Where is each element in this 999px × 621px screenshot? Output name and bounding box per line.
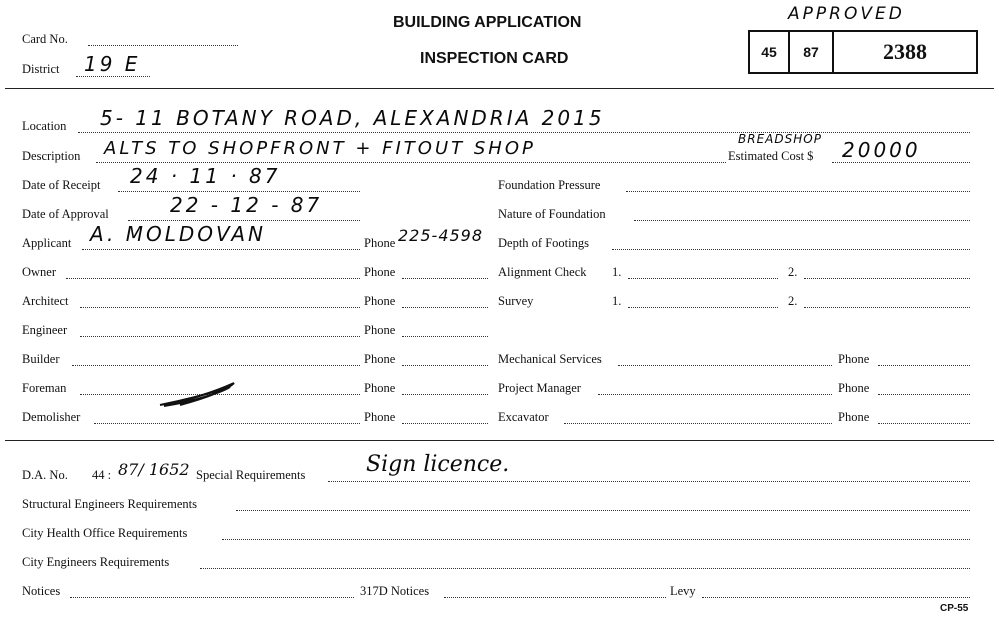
city-engineers-line	[200, 568, 970, 569]
demolisher-phone-line	[402, 423, 488, 424]
location-value: 5- 11 BOTANY ROAD, ALEXANDRIA 2015	[100, 106, 605, 130]
applicant-label: Applicant	[22, 236, 72, 250]
nature-foundation-label: Nature of Foundation	[498, 207, 606, 221]
form-title: BUILDING APPLICATION	[393, 14, 582, 31]
excavator-line	[564, 423, 832, 424]
health-line	[222, 539, 970, 540]
foreman-label: Foreman	[22, 381, 67, 395]
form-subtitle: INSPECTION CARD	[420, 50, 569, 67]
district-label: District	[22, 62, 60, 76]
da-no-label: D.A. No.	[22, 468, 68, 482]
date-approval-value: 22 - 12 - 87	[170, 193, 323, 217]
approved-stamp: APPROVED	[788, 4, 905, 24]
notices-label: Notices	[22, 584, 61, 598]
mechanical-line	[618, 365, 832, 366]
date-receipt-line	[118, 191, 360, 192]
estimated-cost-label: Estimated Cost $	[728, 149, 814, 163]
notices-317d-line	[444, 597, 666, 598]
da-prefix: 44 :	[92, 468, 112, 482]
location-label: Location	[22, 119, 67, 133]
project-manager-phone-label: Phone	[838, 381, 870, 395]
nature-foundation-line	[634, 220, 970, 221]
demolisher-line	[94, 423, 360, 424]
depth-footings-line	[612, 249, 970, 250]
description-note: BREADSHOP	[738, 132, 822, 146]
survey-num-2: 2.	[788, 294, 798, 308]
location-line	[78, 132, 970, 133]
middle-divider	[5, 440, 994, 441]
owner-phone-line	[402, 278, 488, 279]
notices-317d-label: 317D Notices	[360, 584, 430, 598]
health-label: City Health Office Requirements	[22, 526, 188, 540]
project-manager-phone-line	[878, 394, 970, 395]
description-label: Description	[22, 149, 81, 163]
survey-label: Survey	[498, 294, 534, 308]
structural-label: Structural Engineers Requirements	[22, 497, 197, 511]
notices-line	[70, 597, 354, 598]
date-approval-line	[128, 220, 360, 221]
mechanical-phone-line	[878, 365, 970, 366]
architect-line	[80, 307, 360, 308]
engineer-line	[80, 336, 360, 337]
architect-phone-line	[402, 307, 488, 308]
alignment-num-2: 2.	[788, 265, 798, 279]
survey-num-1: 1.	[612, 294, 622, 308]
builder-phone-line	[402, 365, 488, 366]
ref-cell-a: 45	[761, 44, 777, 60]
architect-phone-label: Phone	[364, 294, 396, 308]
date-receipt-label: Date of Receipt	[22, 178, 101, 192]
owner-phone-label: Phone	[364, 265, 396, 279]
excavator-phone-line	[878, 423, 970, 424]
card-no-line	[88, 45, 238, 46]
owner-label: Owner	[22, 265, 57, 279]
top-divider	[5, 88, 994, 89]
alignment-num-1: 1.	[612, 265, 622, 279]
foreman-phone-line	[402, 394, 488, 395]
district-line	[76, 76, 150, 77]
ref-cell-b: 87	[803, 44, 819, 60]
district-value: 19 E	[84, 52, 141, 76]
card-no-label: Card No.	[22, 32, 68, 46]
structural-line	[236, 510, 970, 511]
foreman-phone-label: Phone	[364, 381, 396, 395]
levy-line	[702, 597, 970, 598]
special-requirements-label: Special Requirements	[196, 468, 306, 482]
excavator-phone-label: Phone	[838, 410, 870, 424]
engineer-phone-label: Phone	[364, 323, 396, 337]
reference-box	[748, 30, 978, 74]
project-manager-line	[598, 394, 832, 395]
survey-line-2	[804, 307, 970, 308]
owner-line	[66, 278, 360, 279]
levy-label: Levy	[670, 584, 696, 598]
special-requirements-value: Sign licence.	[366, 452, 510, 477]
depth-footings-label: Depth of Footings	[498, 236, 589, 250]
demolisher-label: Demolisher	[22, 410, 81, 424]
city-engineers-label: City Engineers Requirements	[22, 555, 170, 569]
mechanical-label: Mechanical Services	[498, 352, 602, 366]
foreman-scribble	[150, 375, 250, 411]
alignment-line-1	[628, 278, 778, 279]
engineer-label: Engineer	[22, 323, 68, 337]
form-code: CP-55	[940, 603, 969, 614]
da-value: 87/ 1652	[118, 460, 190, 479]
ref-number: 2388	[883, 39, 927, 64]
date-approval-label: Date of Approval	[22, 207, 109, 221]
architect-label: Architect	[22, 294, 69, 308]
special-requirements-line	[328, 481, 970, 482]
engineer-phone-line	[402, 336, 488, 337]
alignment-line-2	[804, 278, 970, 279]
excavator-label: Excavator	[498, 410, 549, 424]
project-manager-label: Project Manager	[498, 381, 581, 395]
alignment-check-label: Alignment Check	[498, 265, 587, 279]
builder-label: Builder	[22, 352, 60, 366]
estimated-cost-line	[832, 162, 970, 163]
applicant-value: A. MOLDOVAN	[90, 222, 267, 246]
builder-phone-label: Phone	[364, 352, 396, 366]
description-line	[96, 162, 726, 163]
survey-line-1	[628, 307, 778, 308]
date-receipt-value: 24 · 11 · 87	[130, 164, 281, 188]
mechanical-phone-label: Phone	[838, 352, 870, 366]
demolisher-phone-label: Phone	[364, 410, 396, 424]
applicant-phone-value: 225-4598	[398, 226, 484, 245]
builder-line	[72, 365, 360, 366]
estimated-cost-value: 20000	[842, 138, 921, 162]
foundation-pressure-line	[626, 191, 970, 192]
applicant-line	[82, 249, 360, 250]
applicant-phone-label: Phone	[364, 236, 396, 250]
description-value: ALTS TO SHOPFRONT + FITOUT SHOP	[104, 138, 536, 159]
foundation-pressure-label: Foundation Pressure	[498, 178, 601, 192]
